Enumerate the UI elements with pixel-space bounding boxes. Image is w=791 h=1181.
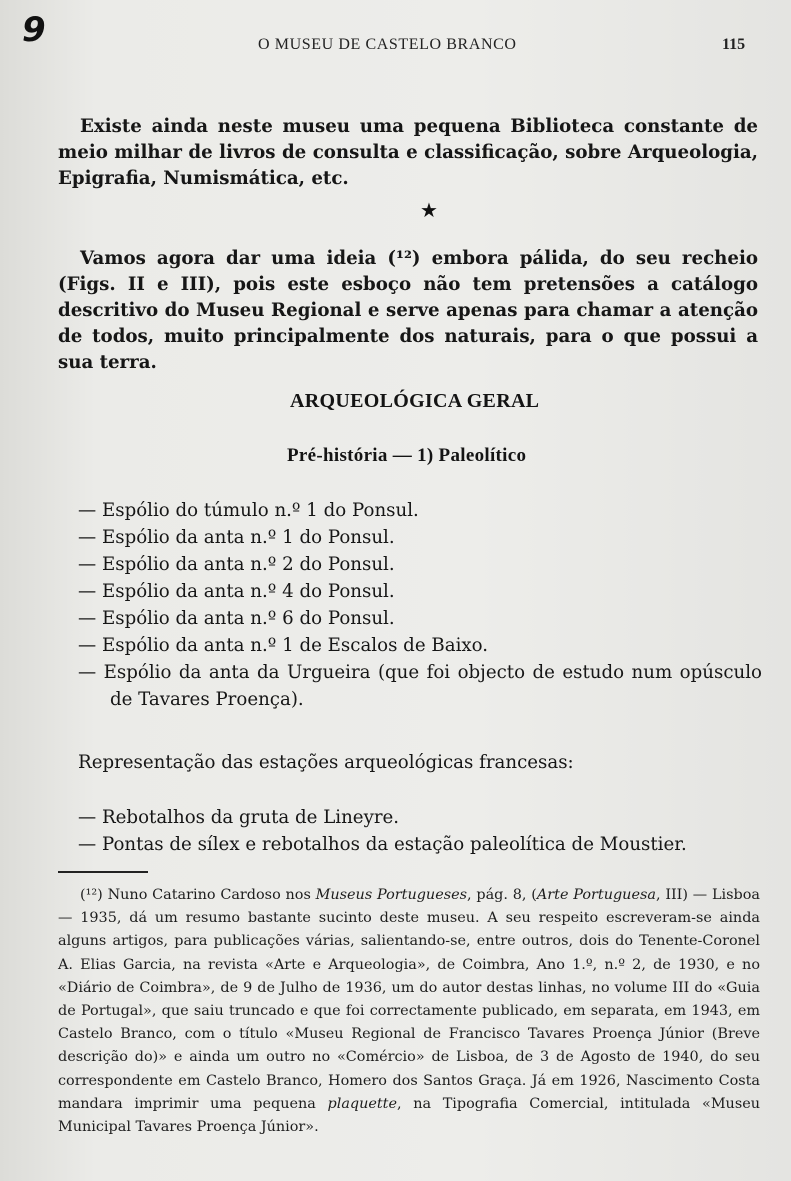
handwritten-page-marker: 9 (22, 10, 46, 50)
list-item: — Espólio da anta n.º 2 do Ponsul. (78, 554, 395, 575)
paragraph-library-text: Existe ainda neste museu uma pequena Biblioteca constante de meio milhar de livros de consulta e classificação, sobre Arqueologia, Epigrafia, Numismática, etc. (58, 116, 758, 189)
footnote-italic: Museus Portugueses (315, 887, 467, 903)
footnote-12 (58, 884, 760, 1139)
list-item: — Espólio da anta n.º 1 de Escalos de Baixo. (78, 635, 489, 656)
section-heading: ARQUEOLÓGICA GERAL (290, 390, 540, 412)
list-item: — Rebotalhos da gruta de Lineyre. (78, 807, 400, 828)
subsection-heading: Pré-história — 1) Paleolítico (287, 445, 527, 466)
footnote-italic: Arte Portuguesa (536, 887, 656, 903)
artifact-list (78, 497, 762, 713)
paragraph-intro (58, 246, 758, 376)
footnote-text: , pág. 8, ( (467, 887, 537, 903)
list-item: — Espólio da anta n.º 6 do Ponsul. (78, 608, 395, 629)
separator-star-icon: ★ (420, 198, 438, 222)
list-item: — Pontas de sílex e rebotalhos da estação paleolítica de Moustier. (78, 834, 687, 855)
footnote-italic: plaquette (327, 1095, 397, 1112)
french-stations-list (78, 804, 762, 858)
list-item: — Espólio da anta n.º 1 do Ponsul. (78, 527, 395, 548)
paragraph-intro-text: Vamos agora dar uma ideia (¹²) embora pálida, do seu recheio (Figs. II e III), pois este esboço não tem pretensões a catálogo descritivo do Museu Regional e serve apenas para chamar a atenção de todos, muito principalmente dos naturais, para o que possui a sua terra. (58, 248, 758, 373)
running-head: O MUSEU DE CASTELO BRANCO (258, 36, 517, 53)
representation-intro: Representação das estações arqueológicas francesas: (78, 752, 574, 773)
footnote-text: , na Tipografia Comercial, intitulada «Museu Municipal Tavares Proença Júnior». (58, 1095, 760, 1136)
footnote-rule (58, 871, 148, 873)
list-item: — Espólio da anta da Urgueira (que foi objecto de estudo num opúsculo de Tavares Proença). (78, 662, 762, 710)
footnote-text: (¹²) Nuno Catarino Cardoso nos (80, 887, 316, 903)
list-item: — Espólio da anta n.º 4 do Ponsul. (78, 581, 395, 602)
list-item: — Espólio do túmulo n.º 1 do Ponsul. (78, 500, 419, 521)
footnote-text: , III) — Lisboa — 1935, dá um resumo bastante sucinto deste museu. A seu respeito escreveram-se ainda alguns artigos, para publicações várias, salientando-se, entre outros, dois do Tenente-Coronel A. Elias Garcia, na revista «Arte e Arqueologia», de Coimbra, Ano 1.º, n.º 2, de 1930, e no «Diário de Coimbra», de 9 de Julho de 1936, um do autor destas linhas, no volume III do «Guia de Portugal», que saiu truncado e que foi correctamente publicado, em separata, em 1943, em Castelo Branco, com o título «Museu Regional de Francisco Tavares Proença Júnior (Breve descrição do)» e ainda um outro no «Comércio» de Lisboa, de 3 de Agosto de 1940, do seu correspondente em Castelo Branco, Homero dos Santos Graça. Já em 1926, Nascimento Costa mandara imprimir uma pequena (58, 887, 760, 1112)
paragraph-library (58, 114, 758, 192)
page-number: 115 (722, 36, 746, 53)
